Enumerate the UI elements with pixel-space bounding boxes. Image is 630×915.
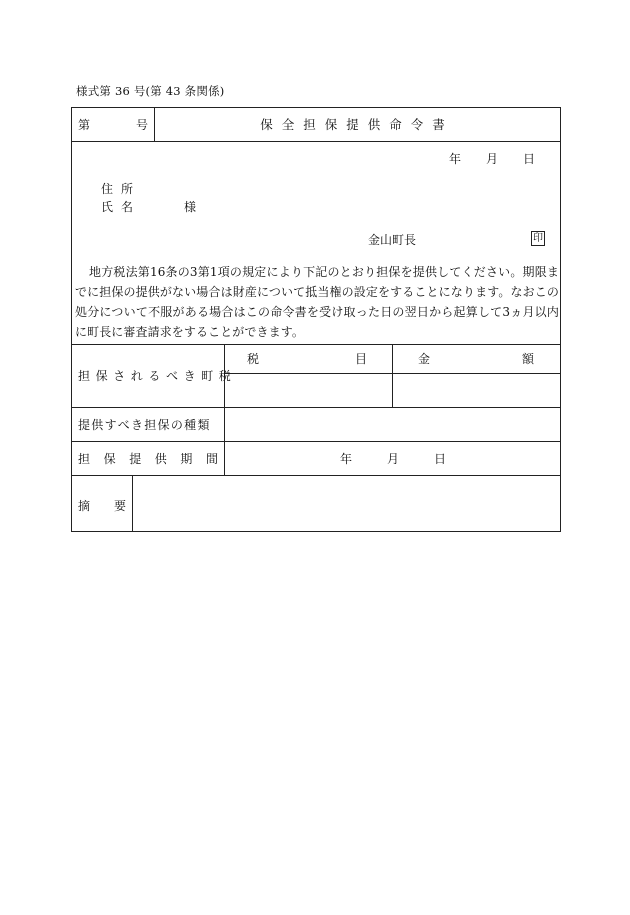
- period-date: 年 月 日: [340, 452, 446, 466]
- divider: [72, 475, 560, 476]
- issuer-name: 金山町長: [368, 233, 417, 247]
- notice-text: 地方税法第16条の3第1項の規定により下記のとおり担保を提供してください。期限までに担保の提供がない場合は財産について抵当権の設定をすることになります。なおこの処分について不服がある場合はこの命令書を受け取った日の翌日から起算して3ヵ月以内に町長に審査請求をすることができます。: [75, 265, 559, 339]
- honorific: 様: [184, 200, 197, 214]
- collateral-kind-label: 提供すべき担保の種類: [78, 418, 211, 432]
- document-title: 保全担保提供命令書: [260, 117, 454, 132]
- tax-item-header: 税 目: [247, 352, 367, 366]
- issue-date: 年 月 日: [449, 152, 535, 166]
- divider: [72, 407, 560, 408]
- tax-label: 担保されるべき町税: [78, 369, 237, 383]
- divider: [224, 344, 225, 475]
- divider: [72, 344, 560, 345]
- address-label: 住所: [101, 182, 142, 196]
- divider: [72, 141, 560, 142]
- seal-mark: 印: [531, 231, 545, 246]
- form-number-label: 様式第 36 号(第 43 条関係): [76, 84, 225, 98]
- period-label: 担 保 提 供 期 間: [78, 452, 218, 466]
- divider: [72, 441, 560, 442]
- divider: [132, 475, 133, 532]
- amount-header: 金 額: [418, 352, 534, 366]
- document-number-label: 第 号: [78, 118, 148, 132]
- summary-label: 摘 要: [78, 499, 126, 513]
- name-label: 氏名: [101, 200, 142, 214]
- divider: [392, 344, 393, 407]
- order-form: [71, 107, 561, 532]
